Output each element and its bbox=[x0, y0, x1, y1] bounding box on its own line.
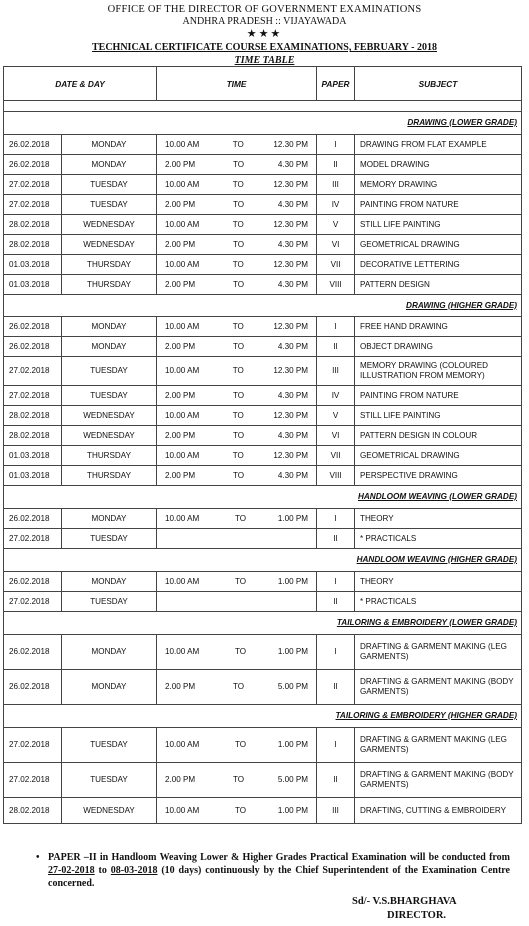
row-time bbox=[157, 337, 317, 357]
row-subject: MODEL DRAWING bbox=[355, 155, 522, 175]
time-until: 12.30 PM bbox=[273, 219, 308, 229]
row-paper: III bbox=[317, 175, 355, 195]
row-day: MONDAY bbox=[62, 135, 157, 155]
row-time bbox=[157, 155, 317, 175]
row-date: 01.03.2018 bbox=[4, 466, 62, 486]
time-from: 2.00 PM bbox=[165, 239, 196, 249]
row-time bbox=[157, 509, 317, 529]
time-to-word: TO bbox=[232, 239, 245, 249]
row-subject: PAINTING FROM NATURE bbox=[355, 386, 522, 406]
row-time bbox=[157, 426, 317, 446]
spacer-cell bbox=[4, 101, 522, 112]
section-header-row bbox=[4, 549, 522, 572]
time-to-word: TO bbox=[232, 219, 244, 229]
row-date: 26.02.2018 bbox=[4, 155, 62, 175]
time-from: 10.00 AM bbox=[165, 219, 200, 229]
time-from: 2.00 PM bbox=[165, 430, 196, 440]
row-date: 27.02.2018 bbox=[4, 763, 62, 798]
row-subject: DRAFTING & GARMENT MAKING (BODY GARMENTS) bbox=[355, 670, 522, 705]
section-header-row bbox=[4, 112, 522, 135]
row-date: 01.03.2018 bbox=[4, 275, 62, 295]
row-date: 01.03.2018 bbox=[4, 446, 62, 466]
row-paper: I bbox=[317, 572, 355, 592]
row-paper: VIII bbox=[317, 466, 355, 486]
row-day: WEDNESDAY bbox=[62, 215, 157, 235]
section-title: DRAWING (HIGHER GRADE) bbox=[4, 295, 522, 317]
table-row bbox=[4, 406, 522, 426]
section-title: TAILORING & EMBROIDERY (LOWER GRADE) bbox=[4, 612, 522, 635]
location-heading: ANDHRA PRADESH :: VIJAYAWADA bbox=[182, 16, 347, 27]
table-row bbox=[4, 386, 522, 406]
time-to-word: TO bbox=[232, 450, 244, 460]
row-subject: THEORY bbox=[355, 572, 522, 592]
row-time bbox=[157, 215, 317, 235]
row-subject: MEMORY DRAWING bbox=[355, 175, 522, 195]
note-text-2: to bbox=[94, 865, 111, 876]
row-date: 26.02.2018 bbox=[4, 670, 62, 705]
row-time bbox=[157, 763, 317, 798]
row-paper: VI bbox=[317, 235, 355, 255]
row-time bbox=[157, 386, 317, 406]
time-from: 10.00 AM bbox=[165, 647, 200, 656]
time-range bbox=[159, 260, 314, 270]
exam-title: TECHNICAL CERTIFICATE COURSE EXAMINATIONS, FEBRUARY - 2018 bbox=[92, 42, 437, 53]
row-date: 26.02.2018 bbox=[4, 572, 62, 592]
row-date: 26.02.2018 bbox=[4, 317, 62, 337]
row-date: 28.02.2018 bbox=[4, 798, 62, 824]
section-header-row bbox=[4, 486, 522, 509]
section-title: DRAWING (LOWER GRADE) bbox=[4, 112, 522, 135]
time-from: 10.00 AM bbox=[165, 259, 200, 269]
time-from: 2.00 PM bbox=[165, 470, 196, 480]
row-day: WEDNESDAY bbox=[62, 426, 157, 446]
time-range bbox=[159, 140, 314, 150]
time-from: 10.00 AM bbox=[165, 450, 200, 460]
row-paper: II bbox=[317, 155, 355, 175]
row-paper: VII bbox=[317, 446, 355, 466]
time-range bbox=[159, 514, 314, 524]
signature-title: DIRECTOR. bbox=[387, 910, 447, 921]
time-until: 12.30 PM bbox=[273, 410, 308, 420]
row-paper: IV bbox=[317, 195, 355, 215]
time-range bbox=[159, 280, 314, 290]
row-time bbox=[157, 255, 317, 275]
table-row bbox=[4, 195, 522, 215]
table-row bbox=[4, 466, 522, 486]
signature-name: Sd/- V.S.BHARGHAVA bbox=[352, 896, 457, 907]
spacer-row bbox=[4, 101, 522, 112]
row-time bbox=[157, 798, 317, 824]
time-range bbox=[159, 220, 314, 230]
time-until: 12.30 PM bbox=[273, 450, 308, 460]
section-title: HANDLOOM WEAVING (LOWER GRADE) bbox=[4, 486, 522, 509]
row-day: MONDAY bbox=[62, 670, 157, 705]
time-until: 4.30 PM bbox=[277, 390, 309, 400]
row-date: 27.02.2018 bbox=[4, 386, 62, 406]
row-paper: IV bbox=[317, 386, 355, 406]
row-day: MONDAY bbox=[62, 155, 157, 175]
row-time bbox=[157, 670, 317, 705]
row-time bbox=[157, 275, 317, 295]
table-row bbox=[4, 255, 522, 275]
section-header-row bbox=[4, 705, 522, 728]
time-until: 4.30 PM bbox=[277, 341, 309, 351]
time-to-word: TO bbox=[234, 576, 247, 586]
row-day: TUESDAY bbox=[62, 175, 157, 195]
time-to-word: TO bbox=[232, 159, 245, 169]
table-row bbox=[4, 446, 522, 466]
row-date: 27.02.2018 bbox=[4, 175, 62, 195]
row-subject: THEORY bbox=[355, 509, 522, 529]
time-range bbox=[159, 775, 314, 785]
time-range bbox=[159, 240, 314, 250]
row-day: THURSDAY bbox=[62, 446, 157, 466]
time-until: 4.30 PM bbox=[277, 430, 309, 440]
row-day: TUESDAY bbox=[62, 728, 157, 763]
time-until: 5.00 PM bbox=[277, 775, 309, 784]
row-date: 26.02.2018 bbox=[4, 509, 62, 529]
col-header-date-day: DATE & DAY bbox=[4, 67, 157, 101]
row-time bbox=[157, 529, 317, 549]
row-time bbox=[157, 357, 317, 386]
time-until: 1.00 PM bbox=[277, 576, 308, 586]
row-date: 27.02.2018 bbox=[4, 728, 62, 763]
time-from: 2.00 PM bbox=[165, 279, 196, 289]
time-range bbox=[159, 180, 314, 190]
table-row bbox=[4, 509, 522, 529]
row-time bbox=[157, 175, 317, 195]
row-subject: PERSPECTIVE DRAWING bbox=[355, 466, 522, 486]
row-date: 26.02.2018 bbox=[4, 635, 62, 670]
time-until: 4.30 PM bbox=[277, 199, 309, 209]
note-bullet: • bbox=[36, 852, 40, 863]
row-time bbox=[157, 728, 317, 763]
practical-exam-note bbox=[36, 851, 510, 890]
row-date: 26.02.2018 bbox=[4, 337, 62, 357]
time-from: 2.00 PM bbox=[165, 390, 196, 400]
time-range bbox=[159, 431, 314, 441]
row-time bbox=[157, 235, 317, 255]
row-subject: OBJECT DRAWING bbox=[355, 337, 522, 357]
table-row bbox=[4, 798, 522, 824]
time-until: 12.30 PM bbox=[273, 321, 308, 331]
time-to-word: TO bbox=[232, 199, 245, 209]
row-paper: III bbox=[317, 798, 355, 824]
time-until: 12.30 PM bbox=[273, 139, 308, 149]
row-date: 27.02.2018 bbox=[4, 195, 62, 215]
col-header-paper: PAPER bbox=[317, 67, 355, 101]
table-row bbox=[4, 235, 522, 255]
row-paper: II bbox=[317, 529, 355, 549]
time-to-word: TO bbox=[232, 139, 244, 149]
table-row bbox=[4, 763, 522, 798]
col-header-subject: SUBJECT bbox=[355, 67, 522, 101]
row-day: MONDAY bbox=[62, 337, 157, 357]
row-day: WEDNESDAY bbox=[62, 235, 157, 255]
time-until: 1.00 PM bbox=[277, 740, 308, 749]
row-day: TUESDAY bbox=[62, 357, 157, 386]
row-subject: DRAFTING & GARMENT MAKING (LEG GARMENTS) bbox=[355, 728, 522, 763]
table-header-row bbox=[4, 67, 522, 101]
row-subject: MEMORY DRAWING (COLOURED ILLUSTRATION FROM MEMORY) bbox=[355, 357, 522, 386]
office-heading: OFFICE OF THE DIRECTOR OF GOVERNMENT EXAMINATIONS bbox=[107, 4, 422, 15]
row-day: THURSDAY bbox=[62, 255, 157, 275]
table-row bbox=[4, 275, 522, 295]
row-time bbox=[157, 317, 317, 337]
time-from: 10.00 AM bbox=[165, 139, 200, 149]
row-paper: I bbox=[317, 135, 355, 155]
table-row bbox=[4, 670, 522, 705]
table-row bbox=[4, 529, 522, 549]
row-time bbox=[157, 406, 317, 426]
row-day: MONDAY bbox=[62, 635, 157, 670]
section-header-row bbox=[4, 295, 522, 317]
time-from: 10.00 AM bbox=[165, 366, 200, 375]
row-paper: II bbox=[317, 763, 355, 798]
section-title: TAILORING & EMBROIDERY (HIGHER GRADE) bbox=[4, 705, 522, 728]
timetable bbox=[3, 66, 522, 824]
row-subject: PATTERN DESIGN bbox=[355, 275, 522, 295]
time-until: 5.00 PM bbox=[277, 682, 309, 691]
time-until: 4.30 PM bbox=[277, 279, 309, 289]
row-subject: DRAFTING, CUTTING & EMBROIDERY bbox=[355, 798, 522, 824]
row-date: 28.02.2018 bbox=[4, 235, 62, 255]
row-paper: I bbox=[317, 635, 355, 670]
time-to-word: TO bbox=[234, 513, 247, 523]
row-paper: I bbox=[317, 728, 355, 763]
time-from: 10.00 AM bbox=[165, 513, 200, 523]
time-range bbox=[159, 471, 314, 481]
time-to-word: TO bbox=[232, 390, 245, 400]
row-date: 26.02.2018 bbox=[4, 135, 62, 155]
time-until: 4.30 PM bbox=[277, 159, 309, 169]
row-date: 01.03.2018 bbox=[4, 255, 62, 275]
time-range bbox=[159, 647, 314, 657]
row-day: MONDAY bbox=[62, 509, 157, 529]
time-until: 12.30 PM bbox=[273, 366, 308, 375]
row-paper: I bbox=[317, 509, 355, 529]
row-time bbox=[157, 195, 317, 215]
row-day: TUESDAY bbox=[62, 763, 157, 798]
time-to-word: TO bbox=[232, 279, 245, 289]
row-day: MONDAY bbox=[62, 317, 157, 337]
stars-decoration: ★★★ bbox=[246, 28, 283, 40]
table-row bbox=[4, 135, 522, 155]
time-from: 10.00 AM bbox=[165, 410, 200, 420]
row-subject: FREE HAND DRAWING bbox=[355, 317, 522, 337]
row-time bbox=[157, 466, 317, 486]
table-row bbox=[4, 175, 522, 195]
table-row bbox=[4, 215, 522, 235]
note-text-3: (10 days) continuously by the Chief Superintendent of the Examination Centre concerned. bbox=[48, 865, 510, 889]
time-range bbox=[159, 200, 314, 210]
time-to-word: TO bbox=[232, 430, 245, 440]
time-to-word: TO bbox=[234, 805, 247, 815]
time-from: 2.00 PM bbox=[165, 159, 196, 169]
row-paper: I bbox=[317, 317, 355, 337]
table-row bbox=[4, 572, 522, 592]
row-paper: VI bbox=[317, 426, 355, 446]
table-row bbox=[4, 357, 522, 386]
time-from: 2.00 PM bbox=[165, 341, 196, 351]
row-time bbox=[157, 572, 317, 592]
time-from: 2.00 PM bbox=[165, 775, 196, 784]
time-until: 4.30 PM bbox=[277, 470, 309, 480]
section-header-row bbox=[4, 612, 522, 635]
time-range bbox=[159, 391, 314, 401]
time-from: 10.00 AM bbox=[165, 805, 200, 815]
row-date: 28.02.2018 bbox=[4, 406, 62, 426]
row-subject: PAINTING FROM NATURE bbox=[355, 195, 522, 215]
row-paper: V bbox=[317, 406, 355, 426]
time-to-word: TO bbox=[234, 740, 247, 749]
row-subject: GEOMETRICAL DRAWING bbox=[355, 446, 522, 466]
row-date: 28.02.2018 bbox=[4, 215, 62, 235]
time-from: 10.00 AM bbox=[165, 740, 200, 749]
row-subject: PATTERN DESIGN IN COLOUR bbox=[355, 426, 522, 446]
row-day: TUESDAY bbox=[62, 592, 157, 612]
row-paper: III bbox=[317, 357, 355, 386]
row-paper: II bbox=[317, 592, 355, 612]
row-subject: * PRACTICALS bbox=[355, 592, 522, 612]
table-row bbox=[4, 592, 522, 612]
section-title: HANDLOOM WEAVING (HIGHER GRADE) bbox=[4, 549, 522, 572]
row-subject: * PRACTICALS bbox=[355, 529, 522, 549]
row-day: THURSDAY bbox=[62, 466, 157, 486]
time-range bbox=[159, 451, 314, 461]
row-day: TUESDAY bbox=[62, 529, 157, 549]
row-subject: DRAFTING & GARMENT MAKING (BODY GARMENTS) bbox=[355, 763, 522, 798]
table-row bbox=[4, 426, 522, 446]
timetable-subtitle: TIME TABLE bbox=[234, 55, 295, 66]
time-range bbox=[159, 322, 314, 332]
time-until: 4.30 PM bbox=[277, 239, 309, 249]
row-subject: STILL LIFE PAINTING bbox=[355, 215, 522, 235]
row-paper: V bbox=[317, 215, 355, 235]
note-text-1: PAPER –II in Handloom Weaving Lower & Higher Grades Practical Examination will be conducted from bbox=[48, 852, 510, 863]
row-day: MONDAY bbox=[62, 572, 157, 592]
row-day: WEDNESDAY bbox=[62, 798, 157, 824]
time-to-word: TO bbox=[232, 321, 244, 331]
col-header-time: TIME bbox=[157, 67, 317, 101]
time-range bbox=[159, 411, 314, 421]
row-paper: VII bbox=[317, 255, 355, 275]
time-to-word: TO bbox=[232, 341, 245, 351]
time-range bbox=[159, 740, 314, 750]
time-from: 2.00 PM bbox=[165, 199, 196, 209]
time-to-word: TO bbox=[234, 647, 247, 656]
row-paper: II bbox=[317, 337, 355, 357]
time-range bbox=[159, 160, 314, 170]
row-paper: II bbox=[317, 670, 355, 705]
table-row bbox=[4, 155, 522, 175]
time-until: 12.30 PM bbox=[273, 179, 308, 189]
time-range bbox=[159, 342, 314, 352]
note-date-to: 08-03-2018 bbox=[110, 865, 158, 876]
time-range bbox=[159, 577, 314, 587]
row-day: TUESDAY bbox=[62, 386, 157, 406]
time-until: 1.00 PM bbox=[277, 647, 308, 656]
time-from: 10.00 AM bbox=[165, 179, 200, 189]
table-row bbox=[4, 337, 522, 357]
time-to-word: TO bbox=[232, 470, 245, 480]
row-time bbox=[157, 446, 317, 466]
time-from: 10.00 AM bbox=[165, 576, 200, 586]
row-subject: DECORATIVE LETTERING bbox=[355, 255, 522, 275]
row-subject: GEOMETRICAL DRAWING bbox=[355, 235, 522, 255]
row-date: 27.02.2018 bbox=[4, 529, 62, 549]
time-to-word: TO bbox=[232, 682, 245, 691]
time-until: 12.30 PM bbox=[273, 259, 308, 269]
row-subject: STILL LIFE PAINTING bbox=[355, 406, 522, 426]
time-from: 10.00 AM bbox=[165, 321, 200, 331]
row-day: TUESDAY bbox=[62, 195, 157, 215]
row-time bbox=[157, 135, 317, 155]
row-time bbox=[157, 592, 317, 612]
row-subject: DRAFTING & GARMENT MAKING (LEG GARMENTS) bbox=[355, 635, 522, 670]
time-until: 1.00 PM bbox=[277, 805, 308, 815]
time-to-word: TO bbox=[232, 179, 244, 189]
time-range bbox=[159, 682, 314, 692]
table-row bbox=[4, 317, 522, 337]
row-day: WEDNESDAY bbox=[62, 406, 157, 426]
row-paper: VIII bbox=[317, 275, 355, 295]
time-to-word: TO bbox=[232, 410, 244, 420]
row-date: 28.02.2018 bbox=[4, 426, 62, 446]
time-to-word: TO bbox=[232, 366, 244, 375]
time-range bbox=[159, 806, 314, 816]
time-to-word: TO bbox=[232, 259, 244, 269]
time-to-word: TO bbox=[232, 775, 245, 784]
time-from: 2.00 PM bbox=[165, 682, 196, 691]
row-subject: DRAWING FROM FLAT EXAMPLE bbox=[355, 135, 522, 155]
row-day: THURSDAY bbox=[62, 275, 157, 295]
note-date-from: 27-02-2018 bbox=[48, 865, 95, 876]
time-range bbox=[159, 366, 314, 376]
table-row bbox=[4, 728, 522, 763]
row-date: 27.02.2018 bbox=[4, 357, 62, 386]
row-date: 27.02.2018 bbox=[4, 592, 62, 612]
time-until: 1.00 PM bbox=[277, 513, 308, 523]
row-time bbox=[157, 635, 317, 670]
table-row bbox=[4, 635, 522, 670]
